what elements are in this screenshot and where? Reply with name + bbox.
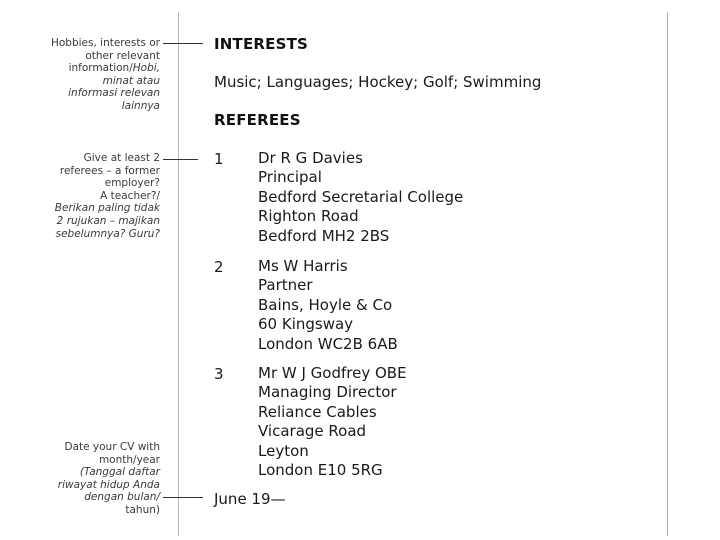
note-line: 2 rujukan – majikan xyxy=(56,214,160,227)
referee-line: Dr R G Davies xyxy=(258,149,363,167)
referee-3-address xyxy=(258,364,407,480)
referees-heading: REFEREES xyxy=(214,111,301,129)
connector-line-interests xyxy=(163,43,203,44)
note-line: month/year xyxy=(98,453,160,466)
margin-note-date xyxy=(58,441,160,517)
note-fragment-italic: Hobi, xyxy=(132,62,160,75)
note-line: dengan bulan/ xyxy=(84,491,160,504)
note-line: (Tanggal daftar xyxy=(79,466,160,479)
note-line: tahun) xyxy=(125,503,160,516)
note-line: informasi relevan xyxy=(68,87,160,100)
referee-line: London E10 5RG xyxy=(258,461,383,480)
note-fragment: information/ xyxy=(68,62,133,75)
referee-line: Principal xyxy=(258,168,322,187)
interests-heading: INTERESTS xyxy=(214,35,309,53)
note-line: riwayat hidup Anda xyxy=(57,478,160,491)
note-line: lainnya xyxy=(121,99,160,112)
referee-line: Managing Director xyxy=(258,383,397,402)
margin-note-interests xyxy=(51,37,160,113)
referee-line: Righton Road xyxy=(258,207,359,226)
referee-line: Bains, Hoyle & Co xyxy=(258,295,393,314)
note-line: other relevant xyxy=(85,49,160,62)
referee-number: 3 xyxy=(214,365,224,383)
note-line: Give at least 2 xyxy=(83,152,160,164)
referee-line: Bedford MH2 2BS xyxy=(258,226,390,245)
connector-line-date xyxy=(163,497,203,498)
referee-line: 60 Kingsway xyxy=(258,315,354,334)
interests-text: Music; Languages; Hockey; Golf; Swimming xyxy=(214,73,542,91)
note-line: A teacher?/ xyxy=(100,189,160,202)
note-line: minat atau xyxy=(102,74,160,87)
note-line: referees – a former xyxy=(59,164,160,177)
referee-2-address xyxy=(258,257,398,354)
referee-line: Mr W J Godfrey OBE xyxy=(258,364,407,382)
referee-line: Ms W Harris xyxy=(258,257,348,275)
cv-date: June 19— xyxy=(214,490,286,508)
note-line: employer? xyxy=(104,177,160,190)
note-line: sebelumnya? Guru? xyxy=(55,227,160,240)
referee-line: Reliance Cables xyxy=(258,402,377,421)
referee-1-address xyxy=(258,149,463,246)
referee-line: Vicarage Road xyxy=(258,422,367,441)
connector-line-referees xyxy=(163,159,198,160)
referee-line: London WC2B 6AB xyxy=(258,334,398,353)
note-line xyxy=(51,62,160,75)
margin-note-referees xyxy=(55,152,160,240)
referee-number: 1 xyxy=(214,150,224,168)
referee-line: Bedford Secretarial College xyxy=(258,187,464,206)
referee-line: Partner xyxy=(258,276,313,295)
referee-number: 2 xyxy=(214,258,224,276)
note-line: Berikan paling tidak xyxy=(54,202,160,215)
referee-line: Leyton xyxy=(258,441,309,460)
note-line: Date your CV with xyxy=(64,441,160,453)
note-line: Hobbies, interests or xyxy=(50,37,160,49)
